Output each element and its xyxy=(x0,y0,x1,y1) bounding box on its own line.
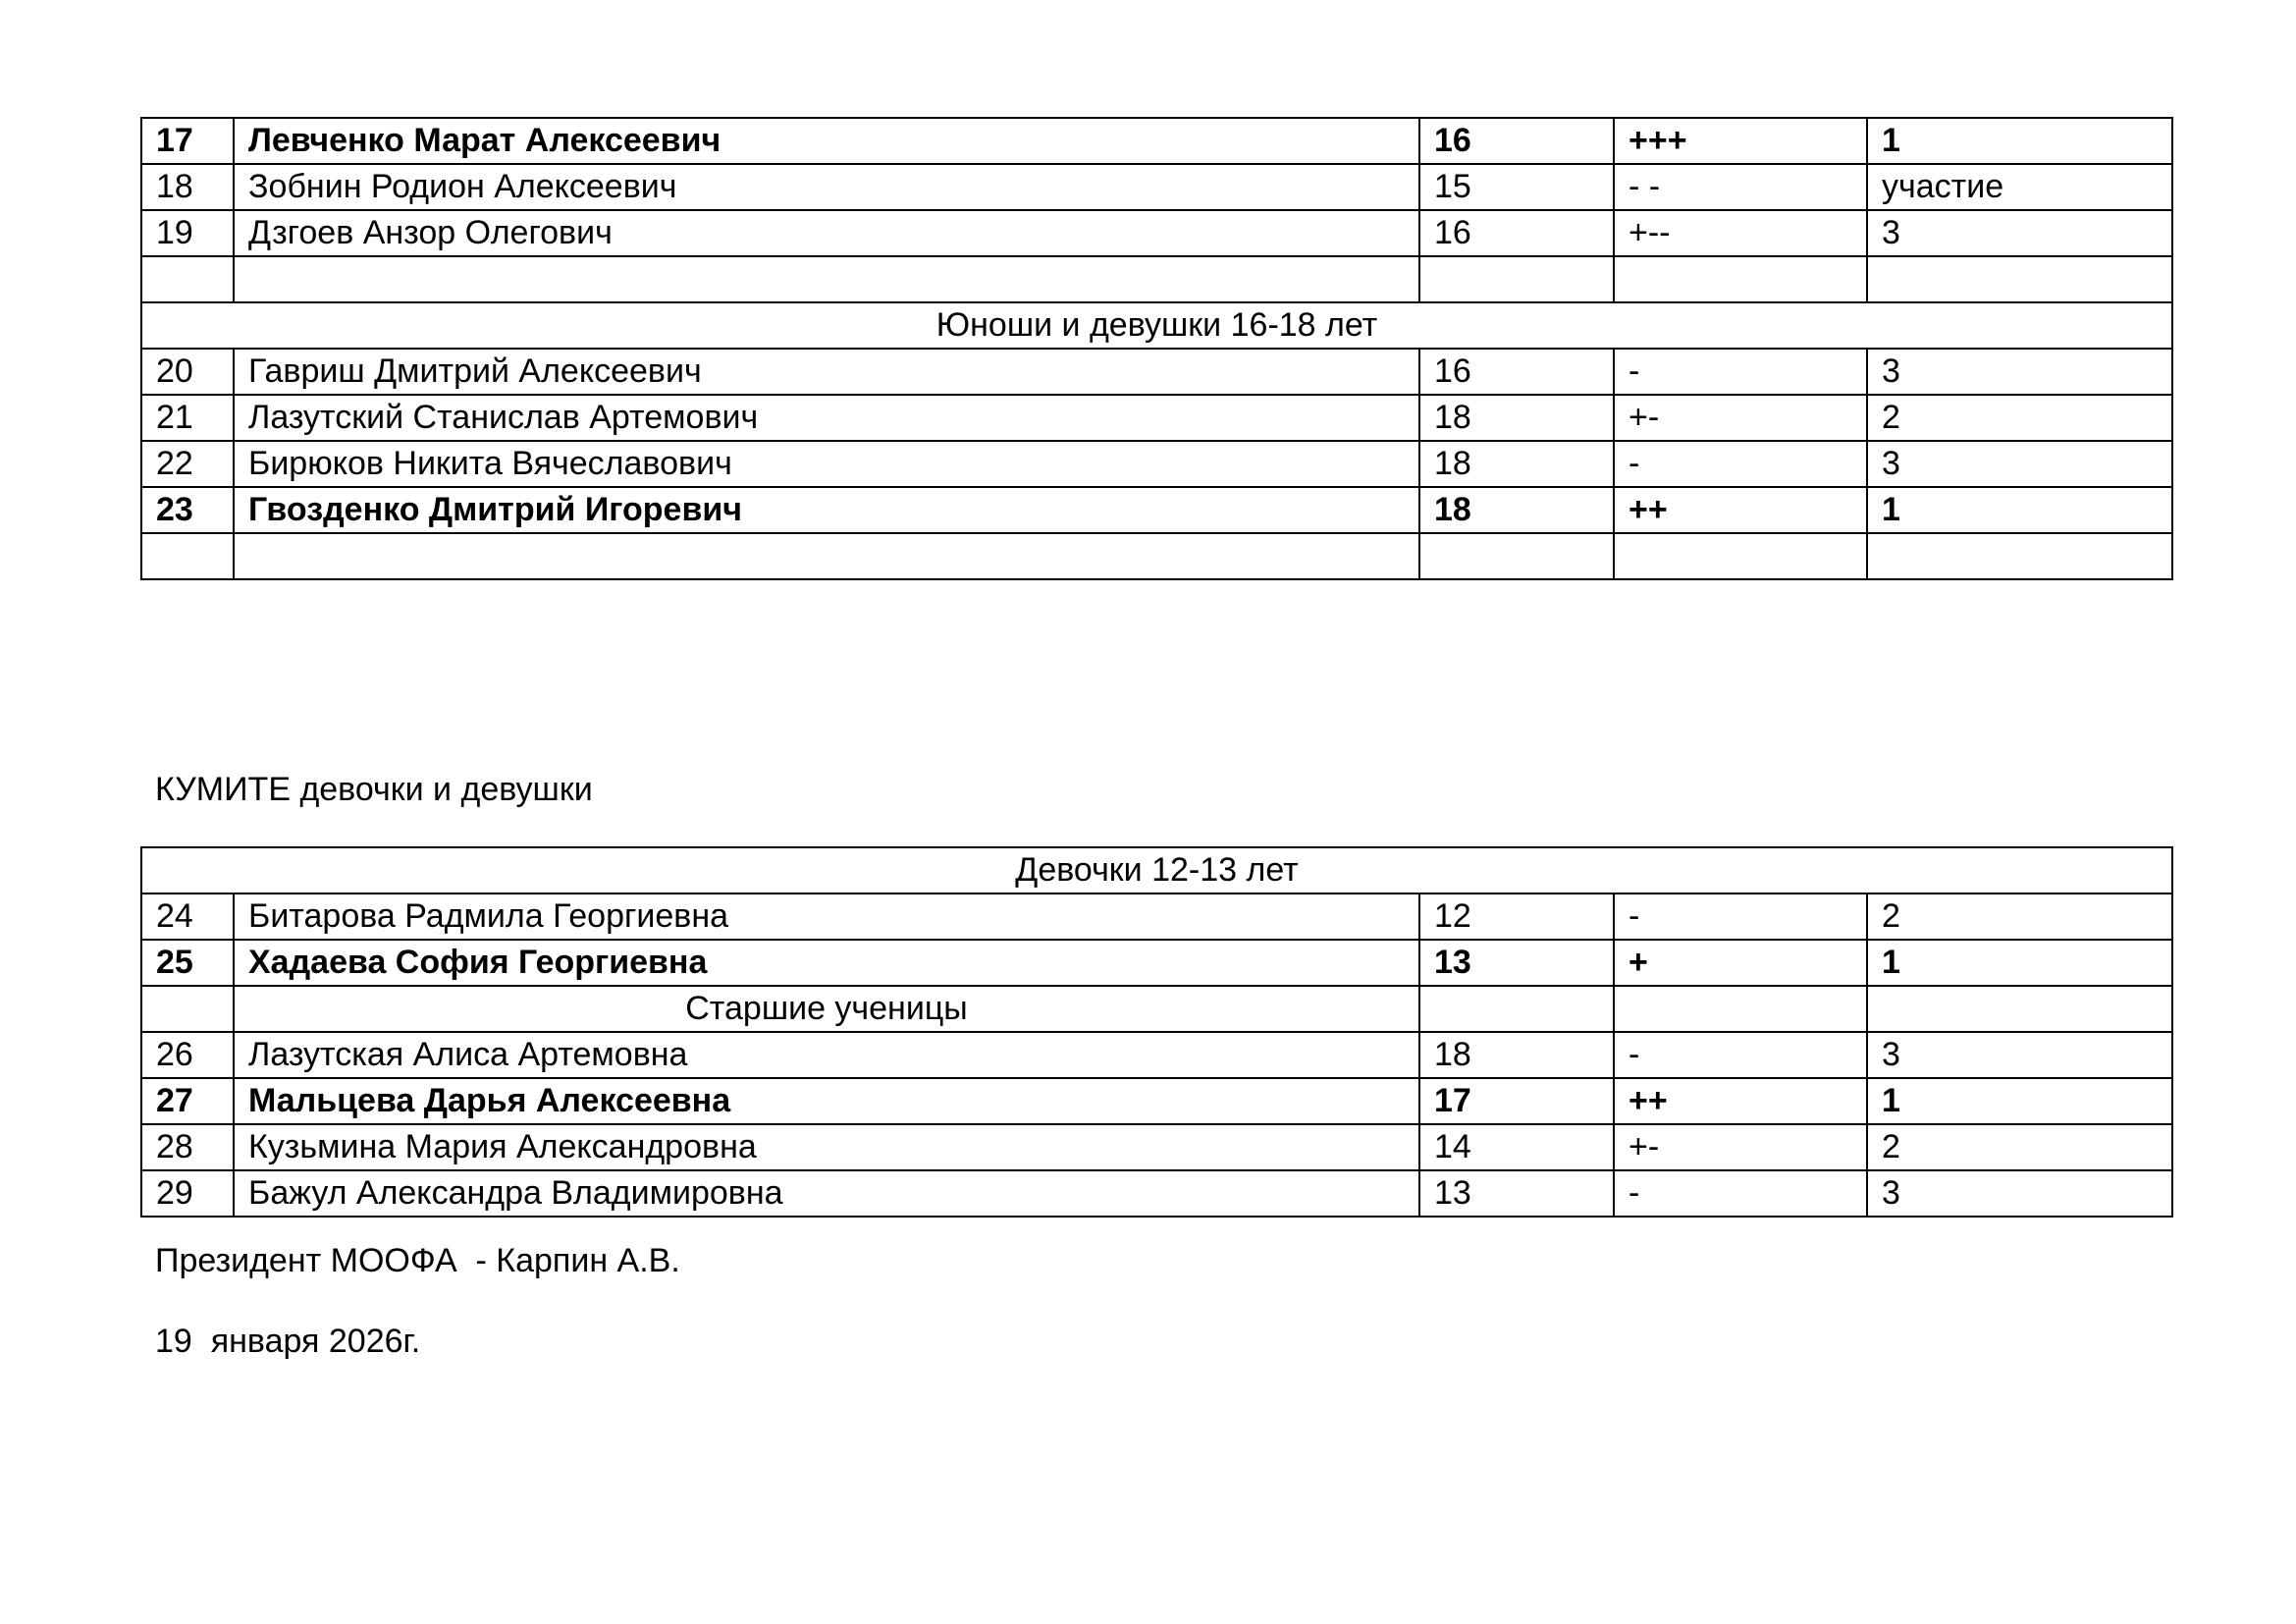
participant-result: +-- xyxy=(1614,210,1867,256)
participant-name: Кузьмина Мария Александровна xyxy=(234,1124,1419,1170)
results-table-boys xyxy=(140,117,2173,580)
participant-row xyxy=(141,893,2172,940)
empty-cell xyxy=(1867,986,2172,1032)
participant-place: 3 xyxy=(1867,210,2172,256)
subgroup-header: Старшие ученицы xyxy=(234,986,1419,1032)
participant-age: 13 xyxy=(1419,940,1614,986)
participant-name: Бирюков Никита Вячеславович xyxy=(234,441,1419,487)
group-header: Девочки 12-13 лет xyxy=(141,847,2172,893)
participant-result: - xyxy=(1614,441,1867,487)
participant-name: Зобнин Родион Алексеевич xyxy=(234,164,1419,210)
participant-row xyxy=(141,349,2172,395)
participant-place: 3 xyxy=(1867,1170,2172,1217)
section-title: КУМИТЕ девочки и девушки xyxy=(155,771,593,808)
participant-age: 18 xyxy=(1419,1032,1614,1078)
empty-cell xyxy=(1614,533,1867,579)
participant-place: 2 xyxy=(1867,395,2172,441)
participant-name: Мальцева Дарья Алексеевна xyxy=(234,1078,1419,1124)
empty-cell xyxy=(1614,986,1867,1032)
empty-cell xyxy=(1419,533,1614,579)
empty-cell xyxy=(1867,533,2172,579)
participant-result: - xyxy=(1614,1032,1867,1078)
participant-name: Дзгоев Анзор Олегович xyxy=(234,210,1419,256)
participant-result: - - xyxy=(1614,164,1867,210)
participant-row xyxy=(141,1170,2172,1217)
participant-number: 20 xyxy=(141,349,234,395)
participant-name: Гавриш Дмитрий Алексеевич xyxy=(234,349,1419,395)
participant-place: 2 xyxy=(1867,893,2172,940)
participant-age: 16 xyxy=(1419,118,1614,164)
participant-row xyxy=(141,487,2172,533)
participant-place: 1 xyxy=(1867,940,2172,986)
group-header-row xyxy=(141,847,2172,893)
participant-name: Лазутский Станислав Артемович xyxy=(234,395,1419,441)
participant-age: 14 xyxy=(1419,1124,1614,1170)
participant-row xyxy=(141,1032,2172,1078)
participant-name: Лазутская Алиса Артемовна xyxy=(234,1032,1419,1078)
participant-number: 21 xyxy=(141,395,234,441)
participant-age: 13 xyxy=(1419,1170,1614,1217)
participant-row xyxy=(141,210,2172,256)
participant-age: 16 xyxy=(1419,210,1614,256)
participant-place: 3 xyxy=(1867,349,2172,395)
participant-result: +- xyxy=(1614,1124,1867,1170)
participant-age: 12 xyxy=(1419,893,1614,940)
participant-name: Гвозденко Дмитрий Игоревич xyxy=(234,487,1419,533)
participant-age: 18 xyxy=(1419,487,1614,533)
empty-row xyxy=(141,533,2172,579)
participant-number: 24 xyxy=(141,893,234,940)
participant-number: 26 xyxy=(141,1032,234,1078)
participant-number: 17 xyxy=(141,118,234,164)
participant-name: Хадаева София Георгиевна xyxy=(234,940,1419,986)
participant-row xyxy=(141,164,2172,210)
participant-number: 19 xyxy=(141,210,234,256)
participant-name: Бажул Александра Владимировна xyxy=(234,1170,1419,1217)
participant-row xyxy=(141,118,2172,164)
participant-row xyxy=(141,395,2172,441)
participant-number: 25 xyxy=(141,940,234,986)
empty-cell xyxy=(234,533,1419,579)
participant-place: 1 xyxy=(1867,487,2172,533)
participant-age: 16 xyxy=(1419,349,1614,395)
participant-age: 18 xyxy=(1419,395,1614,441)
empty-cell xyxy=(1614,256,1867,302)
participant-result: +- xyxy=(1614,395,1867,441)
document-date: 19 января 2026г. xyxy=(155,1323,421,1360)
participant-result: +++ xyxy=(1614,118,1867,164)
empty-cell xyxy=(1867,256,2172,302)
group-header: Юноши и девушки 16-18 лет xyxy=(141,302,2172,349)
participant-number: 27 xyxy=(141,1078,234,1124)
empty-cell xyxy=(1419,986,1614,1032)
participant-place: 3 xyxy=(1867,441,2172,487)
participant-number: 22 xyxy=(141,441,234,487)
participant-number: 28 xyxy=(141,1124,234,1170)
participant-age: 15 xyxy=(1419,164,1614,210)
participant-result: ++ xyxy=(1614,1078,1867,1124)
empty-row xyxy=(141,256,2172,302)
president-signature: Президент МООФА - Карпин А.В. xyxy=(155,1242,680,1279)
participant-row xyxy=(141,441,2172,487)
subgroup-header-row xyxy=(141,986,2172,1032)
empty-cell xyxy=(234,256,1419,302)
participant-place: 3 xyxy=(1867,1032,2172,1078)
participant-name: Левченко Марат Алексеевич xyxy=(234,118,1419,164)
participant-place: 1 xyxy=(1867,1078,2172,1124)
empty-cell xyxy=(141,986,234,1032)
results-table-girls xyxy=(140,846,2173,1218)
participant-place: 2 xyxy=(1867,1124,2172,1170)
participant-result: - xyxy=(1614,349,1867,395)
participant-number: 18 xyxy=(141,164,234,210)
participant-number: 29 xyxy=(141,1170,234,1217)
participant-age: 17 xyxy=(1419,1078,1614,1124)
group-header-row xyxy=(141,302,2172,349)
participant-place: участие xyxy=(1867,164,2172,210)
participant-row xyxy=(141,1124,2172,1170)
participant-result: + xyxy=(1614,940,1867,986)
participant-place: 1 xyxy=(1867,118,2172,164)
participant-row xyxy=(141,940,2172,986)
participant-name: Битарова Радмила Георгиевна xyxy=(234,893,1419,940)
participant-row xyxy=(141,1078,2172,1124)
participant-result: - xyxy=(1614,893,1867,940)
participant-result: ++ xyxy=(1614,487,1867,533)
empty-cell xyxy=(141,533,234,579)
participant-result: - xyxy=(1614,1170,1867,1217)
empty-cell xyxy=(1419,256,1614,302)
participant-number: 23 xyxy=(141,487,234,533)
participant-age: 18 xyxy=(1419,441,1614,487)
empty-cell xyxy=(141,256,234,302)
